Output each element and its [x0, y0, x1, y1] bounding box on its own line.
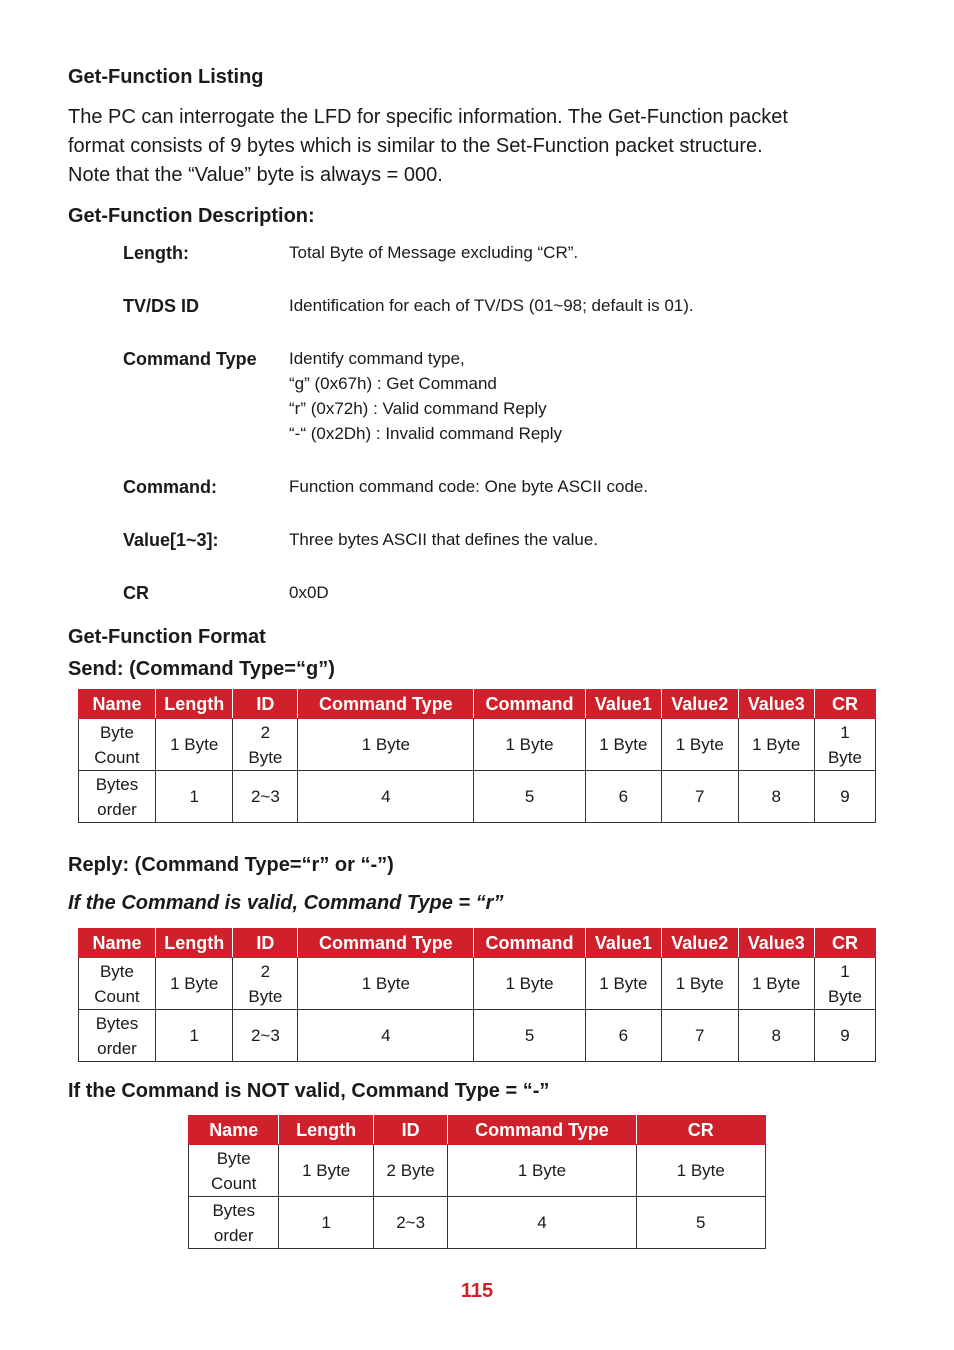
- table-cell: [662, 771, 738, 823]
- column-header: ID: [233, 929, 298, 958]
- cell-text: Byte: [248, 747, 283, 767]
- cell-text: 1: [189, 787, 199, 806]
- definition-line: Total Byte of Message excluding “CR”.: [289, 243, 579, 262]
- table-cell: [298, 719, 474, 771]
- cell-text: Bytes: [95, 774, 139, 794]
- table-cell: [79, 958, 156, 1010]
- header-row: [79, 690, 876, 719]
- cell-text: Count: [211, 1173, 257, 1193]
- cell-text: 5: [696, 1213, 706, 1232]
- column-header: CR: [636, 1116, 765, 1145]
- valid-reply-table: [78, 928, 876, 1062]
- column-header: Value1: [585, 929, 661, 958]
- table-cell: [585, 958, 661, 1010]
- definition-line: 0x0D: [289, 583, 329, 602]
- table-cell: [585, 771, 661, 823]
- column-header: Length: [155, 690, 233, 719]
- cell-text: 4: [537, 1213, 547, 1232]
- valid-heading: If the Command is valid, Command Type = “r”: [68, 892, 504, 914]
- table-row: [79, 771, 876, 823]
- definition-id: [289, 293, 694, 318]
- cell-text: 1 Byte: [675, 974, 724, 993]
- cell-text: Byte: [827, 986, 862, 1006]
- column-header: Name: [79, 690, 156, 719]
- cell-text: 1 Byte: [170, 974, 219, 993]
- table-cell: [814, 958, 875, 1010]
- cell-text: Count: [94, 747, 140, 767]
- table-cell: [155, 1010, 233, 1062]
- table-cell: [474, 771, 585, 823]
- invalid-heading: If the Command is NOT valid, Command Type = “-”: [68, 1080, 550, 1102]
- column-header: Command Type: [298, 690, 474, 719]
- definition-line: Function command code: One byte ASCII code.: [289, 477, 649, 496]
- cell-text: 1 Byte: [170, 735, 219, 754]
- table-cell: [79, 771, 156, 823]
- cell-text: 9: [840, 787, 850, 806]
- table-cell: [662, 1010, 738, 1062]
- table-cell: [814, 719, 875, 771]
- term-command-type: Command Type: [123, 349, 257, 369]
- table-cell: [189, 1197, 279, 1249]
- definition-command-type: [289, 346, 562, 446]
- table-cell: [738, 958, 814, 1010]
- cell-text: 1 Byte: [752, 735, 801, 754]
- column-header: Value2: [662, 929, 738, 958]
- send-packet-table: [78, 689, 876, 823]
- column-header: Name: [79, 929, 156, 958]
- table-row: [189, 1197, 766, 1249]
- column-header: Command: [474, 929, 585, 958]
- send-heading: Send: (Command Type=“g”): [68, 658, 335, 680]
- term-cr: CR: [123, 583, 149, 603]
- cell-text: Count: [94, 986, 140, 1006]
- table-row: [79, 1010, 876, 1062]
- table-cell: [233, 958, 298, 1010]
- table-cell: [79, 719, 156, 771]
- table-cell: [662, 719, 738, 771]
- table-cell: [738, 719, 814, 771]
- cell-text: Byte: [827, 747, 862, 767]
- page-number: 115: [460, 1280, 494, 1302]
- table-cell: [189, 1145, 279, 1197]
- cell-text: 6: [618, 787, 629, 806]
- table-cell: [279, 1145, 374, 1197]
- intro-line: Note that the “Value” byte is always = 000.: [68, 164, 443, 186]
- definition-line: Identification for each of TV/DS (01~98; default is 01).: [289, 296, 694, 315]
- table-cell: [373, 1145, 447, 1197]
- table-cell: [298, 771, 474, 823]
- table-cell: [155, 771, 233, 823]
- cell-text: 1 Byte: [505, 974, 554, 993]
- table-cell: [298, 1010, 474, 1062]
- table-cell: [298, 958, 474, 1010]
- cell-text: 1: [840, 722, 850, 742]
- table-row: [79, 719, 876, 771]
- column-header: Name: [189, 1116, 279, 1145]
- cell-text: Byte: [99, 961, 134, 981]
- definition-length: [289, 240, 578, 265]
- cell-text: 7: [695, 787, 705, 806]
- column-header: Value3: [738, 690, 814, 719]
- cell-text: 2: [260, 961, 271, 981]
- definition-cr: [289, 580, 329, 605]
- cell-text: Bytes: [212, 1200, 255, 1220]
- definition-command: [289, 474, 648, 499]
- table-cell: [233, 771, 298, 823]
- cell-text: 1 Byte: [517, 1161, 567, 1180]
- reply-heading: Reply: (Command Type=“r” or “-”): [68, 854, 394, 876]
- term-length: Length:: [123, 243, 189, 263]
- column-header: Value1: [585, 690, 661, 719]
- cell-text: 2~3: [250, 1026, 280, 1045]
- cell-text: 1: [321, 1213, 331, 1232]
- column-header: Value2: [662, 690, 738, 719]
- cell-text: 1 Byte: [361, 735, 410, 754]
- table-cell: [233, 719, 298, 771]
- cell-text: 1 Byte: [676, 1161, 725, 1180]
- cell-text: Byte: [216, 1148, 251, 1168]
- cell-text: 8: [771, 787, 781, 806]
- table-row: [79, 958, 876, 1010]
- cell-text: 1 Byte: [302, 1161, 351, 1180]
- cell-text: 1 Byte: [599, 735, 648, 754]
- cell-text: Byte: [248, 986, 283, 1006]
- cell-text: 1 Byte: [752, 974, 801, 993]
- table-cell: [585, 719, 661, 771]
- definition-line: Three bytes ASCII that defines the value.: [289, 530, 599, 549]
- term-value: Value[1~3]:: [123, 530, 219, 550]
- cell-text: 4: [381, 787, 391, 806]
- intro-line: The PC can interrogate the LFD for specific information. The Get-Function packet: [68, 106, 788, 128]
- cell-text: 2 Byte: [386, 1161, 435, 1180]
- cell-text: 1: [840, 961, 850, 981]
- table-cell: [814, 1010, 875, 1062]
- table-cell: [233, 1010, 298, 1062]
- cell-text: 7: [695, 1026, 705, 1045]
- cell-text: 2~3: [250, 787, 280, 806]
- table-cell: [79, 1010, 156, 1062]
- column-header: CR: [814, 929, 875, 958]
- term-command: Command:: [123, 477, 217, 497]
- term-id: TV/DS ID: [123, 296, 200, 316]
- format-heading: Get-Function Format: [68, 626, 266, 648]
- intro-paragraph: [68, 103, 888, 190]
- cell-text: 1 Byte: [505, 735, 554, 754]
- definition-line: “g” (0x67h) : Get Command: [289, 374, 497, 393]
- cell-text: 2~3: [396, 1213, 426, 1232]
- invalid-reply-table: [188, 1115, 766, 1249]
- intro-line: format consists of 9 bytes which is similar to the Set-Function packet structure.: [68, 135, 763, 157]
- table-cell: [662, 958, 738, 1010]
- definition-value: [289, 527, 598, 552]
- column-header: Length: [155, 929, 233, 958]
- cell-text: 4: [381, 1026, 391, 1045]
- table-cell: [373, 1197, 447, 1249]
- table-cell: [448, 1145, 636, 1197]
- table-cell: [738, 771, 814, 823]
- table-cell: [155, 719, 233, 771]
- table-cell: [279, 1197, 374, 1249]
- table-cell: [738, 1010, 814, 1062]
- description-heading: Get-Function Description:: [68, 205, 315, 227]
- cell-text: Byte: [99, 722, 134, 742]
- cell-text: 1 Byte: [599, 974, 648, 993]
- cell-text: 1 Byte: [675, 735, 724, 754]
- table-cell: [474, 1010, 585, 1062]
- column-header: ID: [373, 1116, 447, 1145]
- table-cell: [155, 958, 233, 1010]
- cell-text: order: [97, 1038, 137, 1058]
- table-row: [189, 1145, 766, 1197]
- cell-text: order: [97, 799, 137, 819]
- cell-text: 6: [618, 1026, 629, 1045]
- cell-text: 8: [771, 1026, 781, 1045]
- cell-text: 9: [840, 1026, 850, 1045]
- definition-line: Identify command type,: [289, 349, 465, 368]
- column-header: CR: [814, 690, 875, 719]
- cell-text: order: [213, 1225, 254, 1245]
- column-header: Length: [279, 1116, 374, 1145]
- column-header: ID: [233, 690, 298, 719]
- section-title: Get-Function Listing: [68, 66, 264, 88]
- definition-line: “-“ (0x2Dh) : Invalid command Reply: [289, 424, 563, 443]
- cell-text: 1 Byte: [361, 974, 410, 993]
- cell-text: 1: [189, 1026, 199, 1045]
- table-cell: [636, 1145, 765, 1197]
- header-row: [79, 929, 876, 958]
- cell-text: Bytes: [95, 1013, 139, 1033]
- table-cell: [814, 771, 875, 823]
- column-header: Command Type: [298, 929, 474, 958]
- column-header: Value3: [738, 929, 814, 958]
- column-header: Command Type: [448, 1116, 636, 1145]
- table-cell: [448, 1197, 636, 1249]
- table-cell: [474, 719, 585, 771]
- cell-text: 2: [260, 722, 271, 742]
- column-header: Command: [474, 690, 585, 719]
- table-cell: [636, 1197, 765, 1249]
- definition-line: “r” (0x72h) : Valid command Reply: [289, 399, 547, 418]
- cell-text: 5: [524, 787, 535, 806]
- cell-text: 5: [524, 1026, 535, 1045]
- header-row: [189, 1116, 766, 1145]
- table-cell: [585, 1010, 661, 1062]
- table-cell: [474, 958, 585, 1010]
